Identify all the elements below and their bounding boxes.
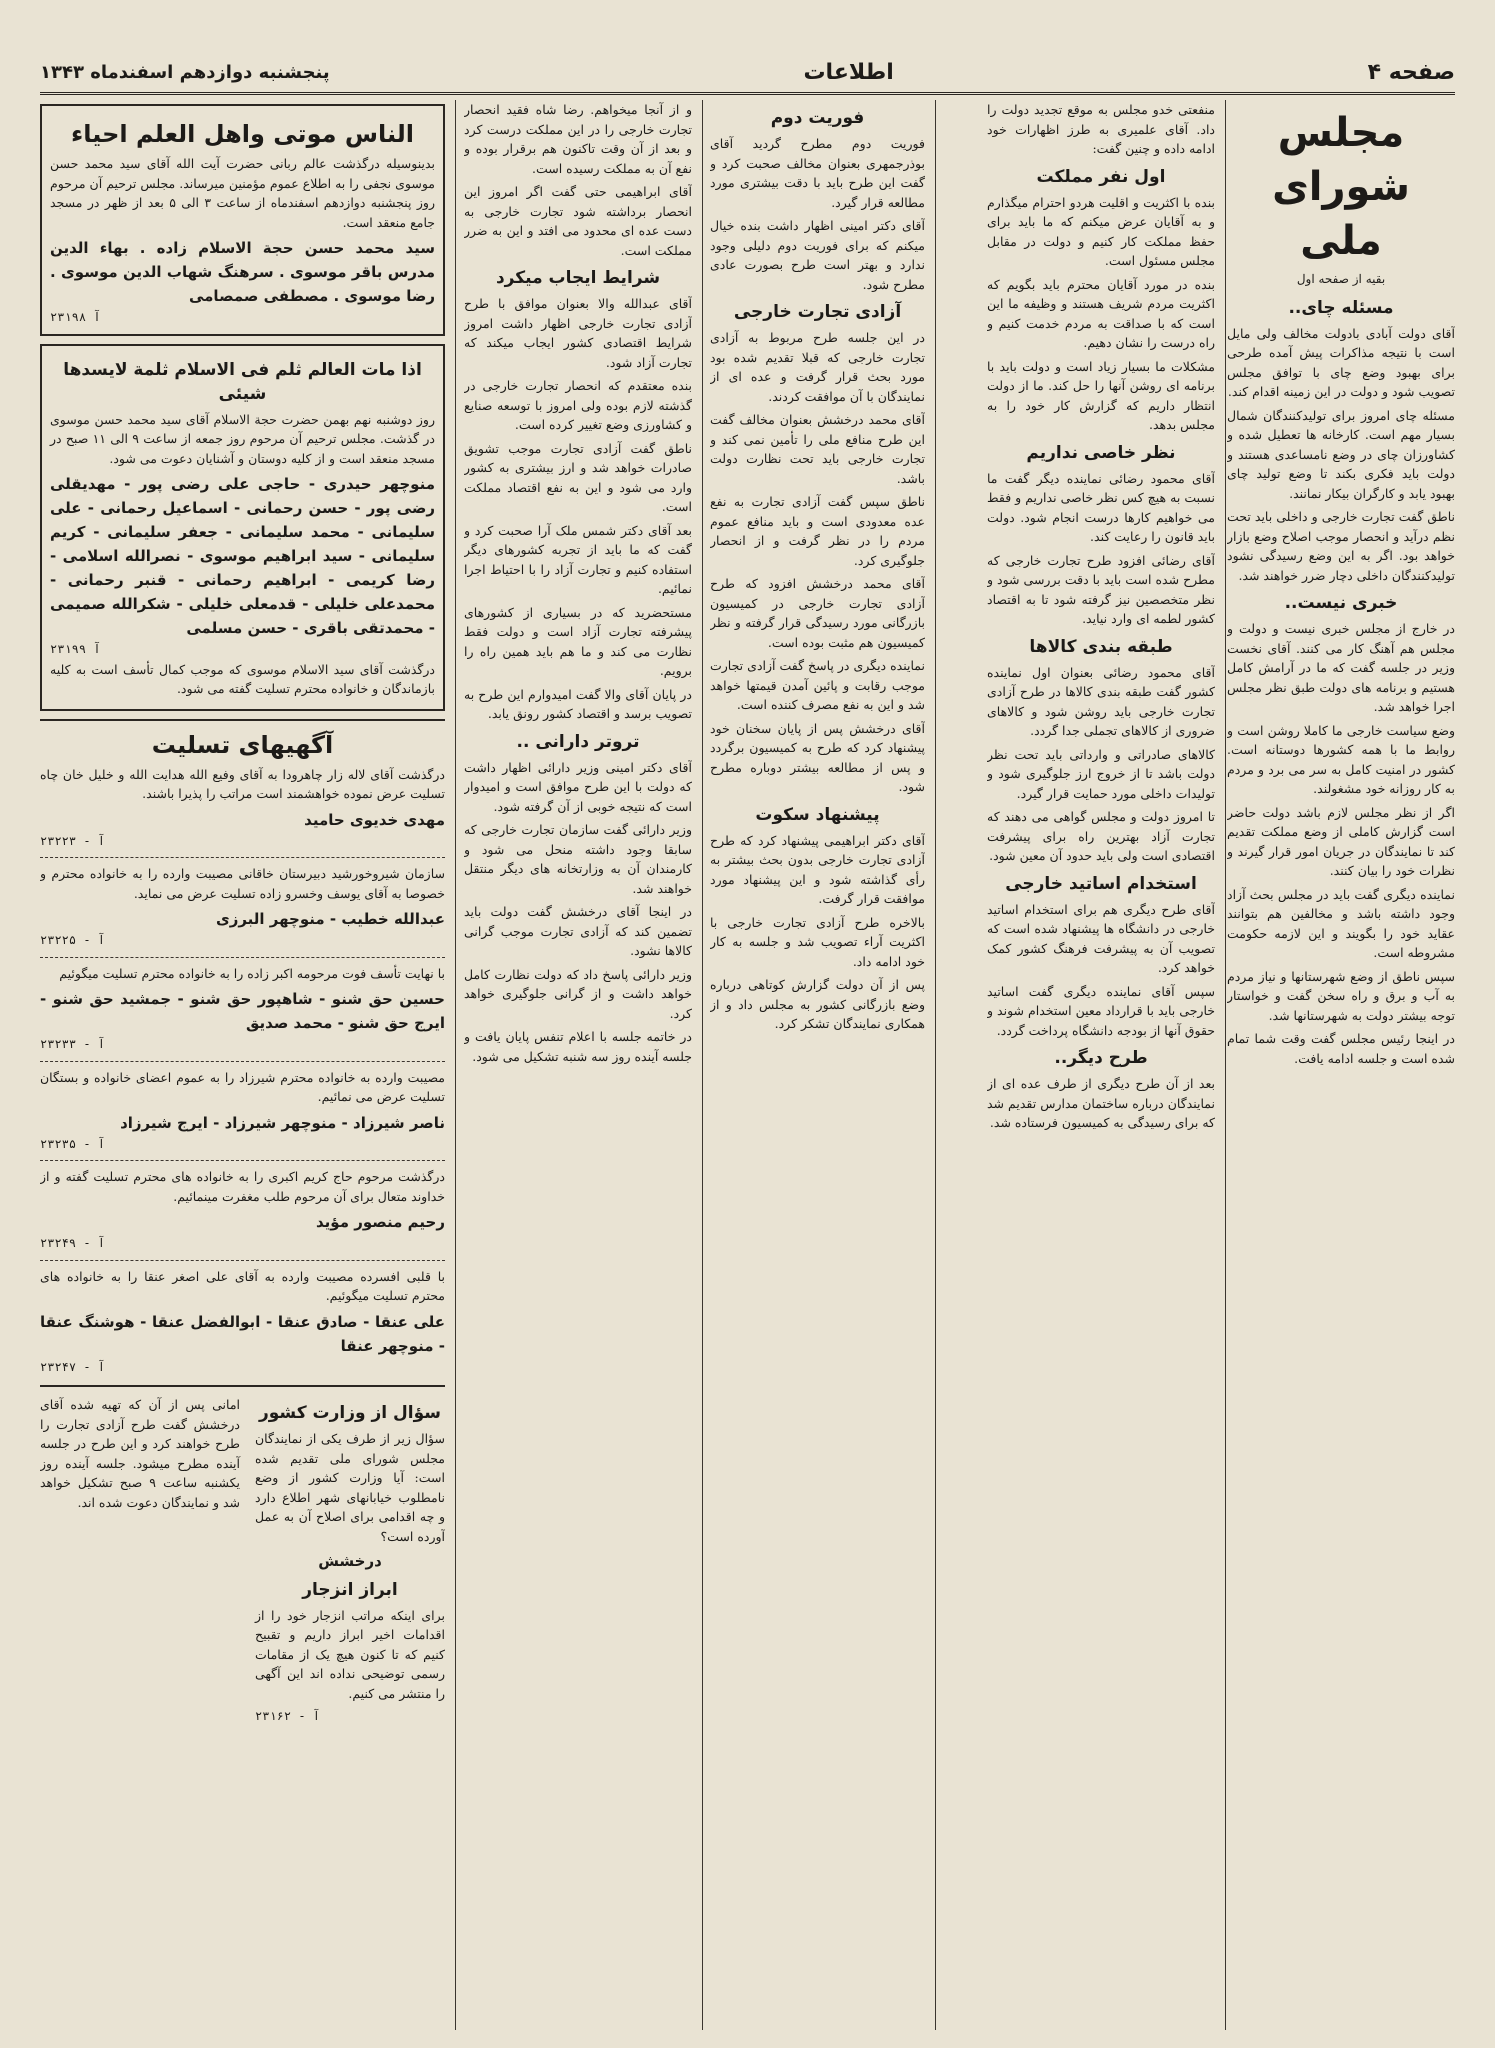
column-notices <box>40 100 445 2030</box>
ad-code: آ - ۲۳۲۲۵ <box>40 933 106 947</box>
condolence-text: سازمان شیروخورشید دبیرستان خاقانی مصیبت وارده را به خانواده محترم و خصوصا به آقای یوسف وخسرو زاده تسلیت عرض می نماید. <box>40 866 445 901</box>
ad-code: آ - ۲۳۱۶۲ <box>255 1709 321 1723</box>
condolence-text: با نهایت تأسف فوت مرحومه اکبر زاده را به خانواده محترم تسلیت میگوئیم <box>59 965 445 981</box>
column-rule <box>702 100 703 2030</box>
paragraph: در خارج از مجلس خبری نیست و دولت و مجلس هم آهنگ کار می کنند. آقای نخست وزیر در جلسه گفت که ما در آرامش کامل هستیم و برنامه های دولت طبق نظر مجلس اجرا خواهد شد. <box>1227 621 1455 714</box>
question-signature: درخشش <box>318 1552 382 1570</box>
paragraph: پس از آن دولت گزارش کوتاهی درباره وضع بازرگانی کشور به مجلس داد و از همکاری نمایندگان تشکر کرد. <box>710 977 925 1031</box>
paragraph: وزیر دارائی پاسخ داد که دولت نظارت کامل خواهد داشت و از گرانی جلوگیری خواهد کرد. <box>464 966 692 1021</box>
subheading-tea: مسئله چای.. <box>1288 297 1394 318</box>
column-rule <box>1225 100 1226 2030</box>
paragraph: آقای عبدالله والا بعنوان موافق با طرح آزادی تجارت خارجی اظهار داشت امروز شرایط اقتصادی کشور ایجاب میکند که تجارت آزاد شود. <box>464 296 692 370</box>
question-header: سؤال از وزارت کشور <box>258 1403 441 1423</box>
subheading-conditions: شرایط ایجاب میکرد <box>495 268 661 288</box>
notice-title: الناس موتی واهل العلم احیاء <box>71 120 414 148</box>
paragraph: ناطق گفت تجارت خارجی و داخلی باید تحت نظم درآید و انحصار موجب اصلاح وضع بازار خواهد بود. اگر به این وضع رسیدگی نشود تولیدکنندگان داخلی دچار ضرر خواهند شد. <box>1227 509 1455 583</box>
condolence-text: درگذشت مرحوم حاج کریم اکبری را به خانواده های محترم تسلیت گفته و از خداوند متعال برای آن مرحوم طلب مغفرت مینمائیم. <box>40 1169 445 1204</box>
paragraph: سپس ناطق از وضع شهرستانها و نیاز مردم به آب و برق و راه سخن گفت و خواستار توجه بیشتر دولت به شهرستانها شد. <box>1227 968 1455 1023</box>
paragraph: آقای دکتر امینی وزیر دارائی اظهار داشت که دولت با این طرح موافق است و امیدوار است که نتیجه خوبی از آن گرفته شود. <box>464 759 692 814</box>
paragraph: نماینده دیگری در پاسخ گفت آزادی تجارت موجب رقابت و پائین آمدن قیمتها خواهد شد و این به نفع مصرف کننده است. <box>710 658 925 712</box>
paragraph: بنده با اکثریت و اقلیت هردو احترام میگذارم و به آقایان عرض میکنم که ما باید برای حفظ مملکت کار کنیم و دولت در مقابل مجلس مسئول است. <box>987 194 1215 268</box>
section-header-condolences: آگهیهای تسلیت <box>151 730 334 759</box>
paragraph: در پایان آقای والا گفت امیدوارم این طرح به تصویب برسد و اقتصاد کشور رونق یابد. <box>464 686 692 721</box>
ad-code: آ - ۲۳۲۲۳ <box>40 833 106 848</box>
column-trade-debate <box>464 100 692 2030</box>
paragraph: آقای ابراهیمی حتی گفت اگر امروز این انحصار برداشته شود تجارت خارجی به دست عده ای محدود می افتد و این به ضرر مملکت است. <box>464 184 692 258</box>
notice-names: منوچهر حیدری - حاجی علی رضی پور - مهدیقلی رضی پور - حسن رحمانی - اسماعیل رحمانی - علی سلیمانی - محمد سلیمانی - جعفر سلیمانی - کریم سلیمانی - سید ابراهیم موسوی - نصرالله اسلامی - رضا کریمی - ابراهیم رحمانی - قنبر رحمانی - محمدعلی خلیلی - قدمعلی خلیلی - شکرالله صمیمی - محمدتقی باقری - حسن مسلمی <box>50 475 435 637</box>
paragraph: آقای طرح دیگری هم برای استخدام اساتید خارجی در دانشگاه ها پیشنهاد شده است که تصویب آن به پیشرفت فرهنگ کشور کمک خواهد کرد. <box>987 901 1215 975</box>
ad-code: آ ۲۳۱۹۸ <box>50 310 101 324</box>
notice-text: بدینوسیله درگذشت عالم ربانی حضرت آیت الله آقای سید محمد حسن موسوی نجفی را به اطلاع عموم مؤمنین میرساند. مجلس ترحیم آن مرحوم روز پنجشنبه دوازدهم اسفندماه از ساعت ۳ الی ۵ بعد از ظهر در مسجد جامع منعقد است. <box>50 156 435 230</box>
paragraph: در اینجا رئیس مجلس گفت وقت شما تمام شده است و جلسه ادامه یافت. <box>1227 1031 1455 1066</box>
paragraph: در اینجا آقای درخشش گفت دولت باید تضمین کند که آزادی تجارت موجب گرانی کالاها نشود. <box>464 904 692 958</box>
paragraph: فوریت دوم مطرح گردید آقای بوذرجمهری بعنوان مخالف صحبت کرد و گفت این طرح باید با دقت بیشتری مورد مطالعه قرار گیرد. <box>710 136 925 210</box>
headline-majlis: مجلس شورای ملی <box>1272 110 1410 264</box>
obituary-notice <box>40 344 445 711</box>
paragraph: آقای محمد درخشش بعنوان مخالف گفت این طرح منافع ملی را تأمین نمی کند و تجارت خارجی باید تحت نظارت دولت باشد. <box>710 412 925 486</box>
notice-title: اذا مات العالم ثلم فی الاسلام ثلمة لایسدها شیئی <box>63 359 422 404</box>
paragraph: سپس آقای نماینده دیگری گفت اساتید خارجی باید با قرارداد معین استخدام شوند و حقوق آنها از بودجه دانشگاه پرداخت گردد. <box>987 983 1215 1038</box>
paragraph: آقای درخشش پس از پایان سخنان خود پیشنهاد کرد که طرح به کمیسیون برگردد و پس از مطالعه بیشتر دوباره مطرح شود. <box>710 720 925 794</box>
paragraph: آقای دکتر ابراهیمی پیشنهاد کرد که طرح آزادی تجارت خارجی بدون بحث بیشتر به رأی گذاشته شود و این پیشنهاد مورد موافقت قرار گرفت. <box>710 832 925 906</box>
subheading-foreign-professors: استخدام اساتید خارجی <box>1005 873 1197 894</box>
newspaper-name: اطلاعات <box>803 59 894 85</box>
condolence-text: درگذشت آقای لاله زار چاهرودا به آقای وفیع الله هدایت الله و خلیل خان چاه تسلیت عرض نموده خواهشمند است مراتب را پذیرا باشند. <box>40 766 445 801</box>
paragraph: مستحضرید که در بسیاری از کشورهای پیشرفته تجارت آزاد است و دولت فقط نظارت می کند و ما هم باید همین راه را برویم. <box>464 604 692 678</box>
paragraph: اگر از نظر مجلس لازم باشد دولت حاضر است گزارش کاملی از وضع مملکت تقدیم کند تا نمایندگان در جریان امور قرار گیرند و نظرات خود را بیان کنند. <box>1227 804 1455 878</box>
column-rule <box>455 100 456 2030</box>
column-foreign-trade <box>710 100 925 2030</box>
paragraph: تا امروز دولت و مجلس گواهی می دهند که تجارت آزاد بهترین راه برای پیشرفت اقتصادی است ولی باید حدود آن معین شود. <box>987 809 1215 863</box>
subheading-no-news: خبری نیست.. <box>1284 593 1398 613</box>
end-text: امانی پس از آن که تهیه شده آقای درخشش گفت طرح آزادی تجارت را طرح خواهند کرد و این طرح در جلسه آینده مطرح میشود. جلسه آینده روز یکشنبه ساعت ۹ صبح تشکیل خواهد شد و نمایندگان دعوت شده اند. <box>40 1397 240 1510</box>
subheading-first-person: اول نفر مملکت <box>1036 166 1166 187</box>
ad-code: آ - ۲۳۲۴۹ <box>40 1236 106 1250</box>
condolence-names: مهدی خدیوی حامید <box>304 810 445 829</box>
paragraph: بعد آقای دکتر شمس ملک آرا صحبت کرد و گفت که ما باید از تجربه کشورهای دیگر استفاده کنیم و تجارت آزاد را با احتیاط اجرا نمائیم. <box>464 522 692 596</box>
subheading-trade-freedom: آزادی تجارت خارجی <box>733 302 902 322</box>
notice-text: روز دوشنبه نهم بهمن حضرت حجة الاسلام آقای سید محمد حسن موسوی در گذشت. مجلس ترحیم آن مرحوم روز جمعه از ساعت ۹ الی ۱۱ صبح در مسجد منعقد است و از کلیه دوستان و آشنایان دعوت می شود. <box>50 411 435 466</box>
paragraph: ناطق گفت آزادی تجارت موجب تشویق صادرات خواهد شد و ارز بیشتری به کشور وارد می شود و این به نفع اقتصاد مملکت است. <box>464 440 692 514</box>
paragraph: مسئله چای امروز برای تولیدکنندگان شمال بسیار مهم است. کارخانه ها تعطیل شده و کشاورزان چای در وضع نامساعدی هستند و دولت باید فکری بکند تا وضع تولید چای بهبود یابد و کارگران بیکار نمانند. <box>1227 407 1455 501</box>
subheading-second-urgency: فوریت دوم <box>770 108 865 128</box>
paragraph: کالاهای صادراتی و وارداتی باید تحت نظر دولت باشد تا از خروج ارز جلوگیری شود و تولیدات داخلی مورد حمایت قرار گیرد. <box>987 746 1215 801</box>
notice-footer: درگذشت آقای سید الاسلام موسوی که موجب کمال تأسف است به کلیه بازماندگان و خانواده محترم تسلیت گفته می شود. <box>50 661 435 696</box>
question-box <box>255 1395 445 1727</box>
paragraph: در این جلسه طرح مربوط به آزادی تجارت خارجی که قبلا تقدیم شده بود مورد بحث قرار گرفت و عده ای از نمایندگان با آن موافقت کردند. <box>710 330 925 404</box>
paragraph: آقای دکتر امینی اظهار داشت بنده خیال میکنم که برای فوریت دوم دلیلی وجود ندارد و بهتر است طرح بصورت عادی مطرح شود. <box>710 218 925 292</box>
paragraph: آقای محمود رضائی بعنوان اول نماینده کشور گفت طبقه بندی کالاها در طرح آزادی تجارت خارجی باید روشن شود و کالاهای ضروری از کالاهای تجملی جدا گردد. <box>987 664 1215 738</box>
condolence-names: حسین حق شنو - شاهپور حق شنو - جمشید حق شنو - ایرج حق شنو - محمد صدیق <box>40 990 445 1032</box>
paragraph: آقای دولت آبادی بادولت مخالف ولی مایل است با نتیجه مذاکرات پیش آمده طرحی برای بهبود وضع چای با توافق مجلس تصویب شود و دولت در این زمینه اقدام کند. <box>1227 325 1455 399</box>
disgust-text: برای اینکه مراتب انزجار خود را از اقدامات اخیر ابراز داریم و تقبیح کنیم که تا کنون هیچ یک از مقامات رسمی توضیحی نداده اند این آگهی را منتشر می کنیم. <box>255 1607 445 1701</box>
paragraph: نماینده دیگری گفت باید در مجلس بحث آزاد وجود داشته باشد و مخالفین هم بتوانند عقاید خود را بگویند و این لازمه حکومت مشروطه است. <box>1227 886 1455 960</box>
issue-date: پنجشنبه دوازدهم اسفندماه ۱۳۴۳ <box>40 61 330 83</box>
paragraph: و از آنجا میخواهم. رضا شاه فقید انحصار تجارت خارجی را در این مملکت درست کرد و بعد از آن وقت تاکنون هم برقرار بوده و نفع آن به مملکت رسیده است. <box>464 102 692 176</box>
paragraph: بنده در مورد آقایان محترم باید بگویم که اکثریت مردم شریف هستند و وظیفه ما این است که با صداقت به مردم خدمت کنیم و راه درست را نشان دهیم. <box>987 276 1215 350</box>
end-box <box>40 1395 240 1516</box>
ad-code: آ - ۲۳۲۳۳ <box>40 1037 106 1051</box>
page-number: صفحه ۴ <box>1367 59 1455 85</box>
ad-code: آ - ۲۳۲۴۷ <box>40 1359 106 1374</box>
column-majlis-cont <box>987 100 1215 2030</box>
paragraph: بعد از آن طرح دیگری از طرف عده ای از نمایندگان درباره ساختمان مدارس تقدیم شد که برای رسیدگی به کمیسیون فرستاده شد. <box>987 1076 1215 1130</box>
condolence-names: رحیم منصور مؤید <box>316 1213 445 1231</box>
paragraph: آقای رضائی افزود طرح تجارت خارجی که مطرح شده است باید با دقت بررسی شود و نظر متخصصین نیز گرفته شود تا به اقتصاد کشور لطمه ای وارد نیاید. <box>987 552 1215 626</box>
subheading-silence-proposal: پیشنهاد سکوت <box>755 804 880 825</box>
subheading-no-special-view: نظر خاصی نداریم <box>1026 442 1176 463</box>
condolence-names: ناصر شیرزاد - منوچهر شیرزاد - ایرج شیرزاد <box>120 1113 445 1132</box>
paragraph: وزیر دارائی گفت سازمان تجارت خارجی که سابقا وجود داشته منحل می شود و کارمندان آن به وزارتخانه های دیگر منتقل خواهند شد. <box>464 822 692 896</box>
continuation-note: بقیه از صفحه اول <box>1296 272 1386 286</box>
condolence-names: علی عنقا - صادق عنقا - ابوالفضل عنقا - هوشنگ عنقا - منوچهر عنقا <box>40 1312 445 1355</box>
condolence-names: عبدالله خطیب - منوچهر البرزی <box>215 910 445 928</box>
ad-code: آ - ۲۳۲۳۵ <box>40 1136 106 1151</box>
paragraph: آقای محمد درخشش افزود که طرح آزادی تجارت خارجی در کمیسیون بازرگانی مورد رسیدگی قرار گرفته و نظر کمیسیون هم مثبت بوده است. <box>710 576 925 650</box>
ad-code: آ ۲۳۱۹۹ <box>50 642 101 656</box>
masthead <box>40 52 1455 95</box>
paragraph: بالاخره طرح آزادی تجارت خارجی با اکثریت آراء تصویب شد و جلسه به کار خود ادامه داد. <box>710 914 925 969</box>
paragraph: مشکلات ما بسیار زیاد است و دولت باید با برنامه ای روشن آنها را حل کند. ما از دولت انتظار داریم که گزارش کار خود را به مجلس بدهد. <box>987 358 1215 432</box>
question-text: سؤال زیر از طرف یکی از نمایندگان مجلس شورای ملی تقدیم شده است: آیا وزارت کشور از وضع نامطلوب خیابانهای شهر اطلاع دارد و چه اقدامی برای اصلاح آن به عمل آورده است؟ <box>255 1431 445 1544</box>
condolence-text: با قلبی افسرده مصیبت وارده به آقای علی اصغر عنقا را به خانواده های محترم تسلیت میگوئیم. <box>40 1268 445 1303</box>
paragraph: در خاتمه جلسه با اعلام تنفس پایان یافت و جلسه آینده روز سه شنبه تشکیل می شود. <box>464 1029 692 1064</box>
subheading-goods: طبقه بندی کالاها <box>1029 636 1173 657</box>
obituary-notice <box>40 104 445 336</box>
notice-names: سید محمد حسن حجة الاسلام زاده . بهاء الدین مدرس باقر موسوی . سرهنگ شهاب الدین موسوی . رضا موسوی . مصطفی صمصامی <box>50 239 435 305</box>
disgust-header: ابراز انزجار <box>302 1579 398 1600</box>
column-rule <box>935 100 936 2030</box>
condolence-text: مصیبت وارده به خانواده محترم شیرزاد را به عموم اعضای خانواده و بستگان تسلیت عرض می نمائیم. <box>40 1069 445 1104</box>
paragraph: بنده معتقدم که انحصار تجارت خارجی در گذشته لازم بوده ولی امروز با توسعه صنایع و کشاورزی وضع تغییر کرده است. <box>464 378 692 432</box>
subheading-another-bill: طرح دیگر.. <box>1054 1048 1148 1068</box>
column-majlis <box>1227 100 1455 2030</box>
subheading-finance: تروتر دارانی .. <box>516 731 640 752</box>
paragraph: ناطق سپس گفت آزادی تجارت به نفع عده معدودی است و باید منافع عموم مردم را در نظر گرفت و از انحصار جلوگیری کرد. <box>710 494 925 568</box>
paragraph: منفعتی خدو مجلس به موقع تجدید دولت را داد. آقای علمیری به طرز اظهارات خود ادامه داده و چنین گفت: <box>987 102 1215 156</box>
paragraph: آقای محمود رضائی نماینده دیگر گفت ما نسبت به هیچ کس نظر خاصی نداریم و فقط می خواهیم کارها درست انجام شود. دولت باید قانون را رعایت کند. <box>987 470 1215 544</box>
paragraph: وضع سیاست خارجی ما کاملا روشن است و روابط ما با همه کشورها دوستانه است. کشور در امنیت کامل به سر می برد و مردم به کار روزانه خود مشغولند. <box>1227 722 1455 796</box>
